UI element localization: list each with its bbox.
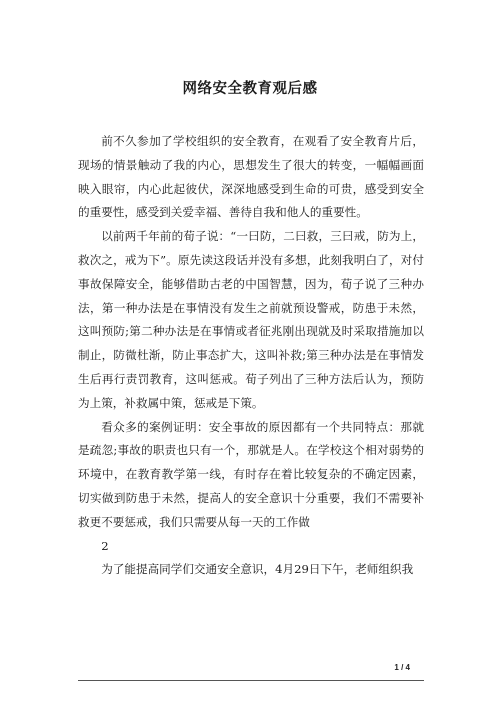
paragraph-2: 以前两千年前的荀子说：“一曰防，二曰救，三曰戒，防为上，救次之，戒为下”。原先读这段话并没有多想，此刻我明白了，对付事故保障安全，能够借助古老的中国智慧，因为，荀子说了三种办法，第一种办法是在事情没有发生之前就预设警戒，防患于未然，这叫预防;第二种办法是在事情或者征兆刚出现就及时采取措施加以制止，防微杜渐，防止事态扩大，这叫补救;第三种办法是在事情发生后再行责罚教育，这叫惩戒。荀子列出了三种方法后认为，预防为上策，补救属中策，惩戒是下策。 bbox=[78, 229, 424, 410]
paragraph-4: 为了能提高同学们交通安全意识，4月29日下午，老师组织我 bbox=[101, 562, 414, 577]
paragraph-1: 前不久参加了学校组织的安全教育，在观看了安全教育片后，现场的情景触动了我的内心，思想发生了很大的转变，一幅幅画面映入眼帘，内心此起彼伏，深深地感受到生命的可贵，感受到安全的重要性，感受到关爱幸福、善待自我和他人的重要性。 bbox=[78, 134, 424, 220]
page-number: 1 / 4 bbox=[394, 663, 410, 672]
footer-divider bbox=[78, 680, 424, 681]
document-body bbox=[78, 130, 424, 582]
paragraph-3: 看众多的案例证明：安全事故的原因都有一个共同特点：那就是疏忽;事故的职责也只有一个，那就是人。在学校这个相对弱势的环境中，在教育教学第一线，有时存在着比较复杂的不确定因素，切实做到防患于未然，提高人的安全意识十分重要，我们不需要补救更不要惩戒，我们只需要从每一天的工作做 bbox=[78, 419, 424, 529]
section-marker: 2 bbox=[101, 538, 109, 553]
document-title: 网络安全教育观后感 bbox=[182, 80, 318, 97]
